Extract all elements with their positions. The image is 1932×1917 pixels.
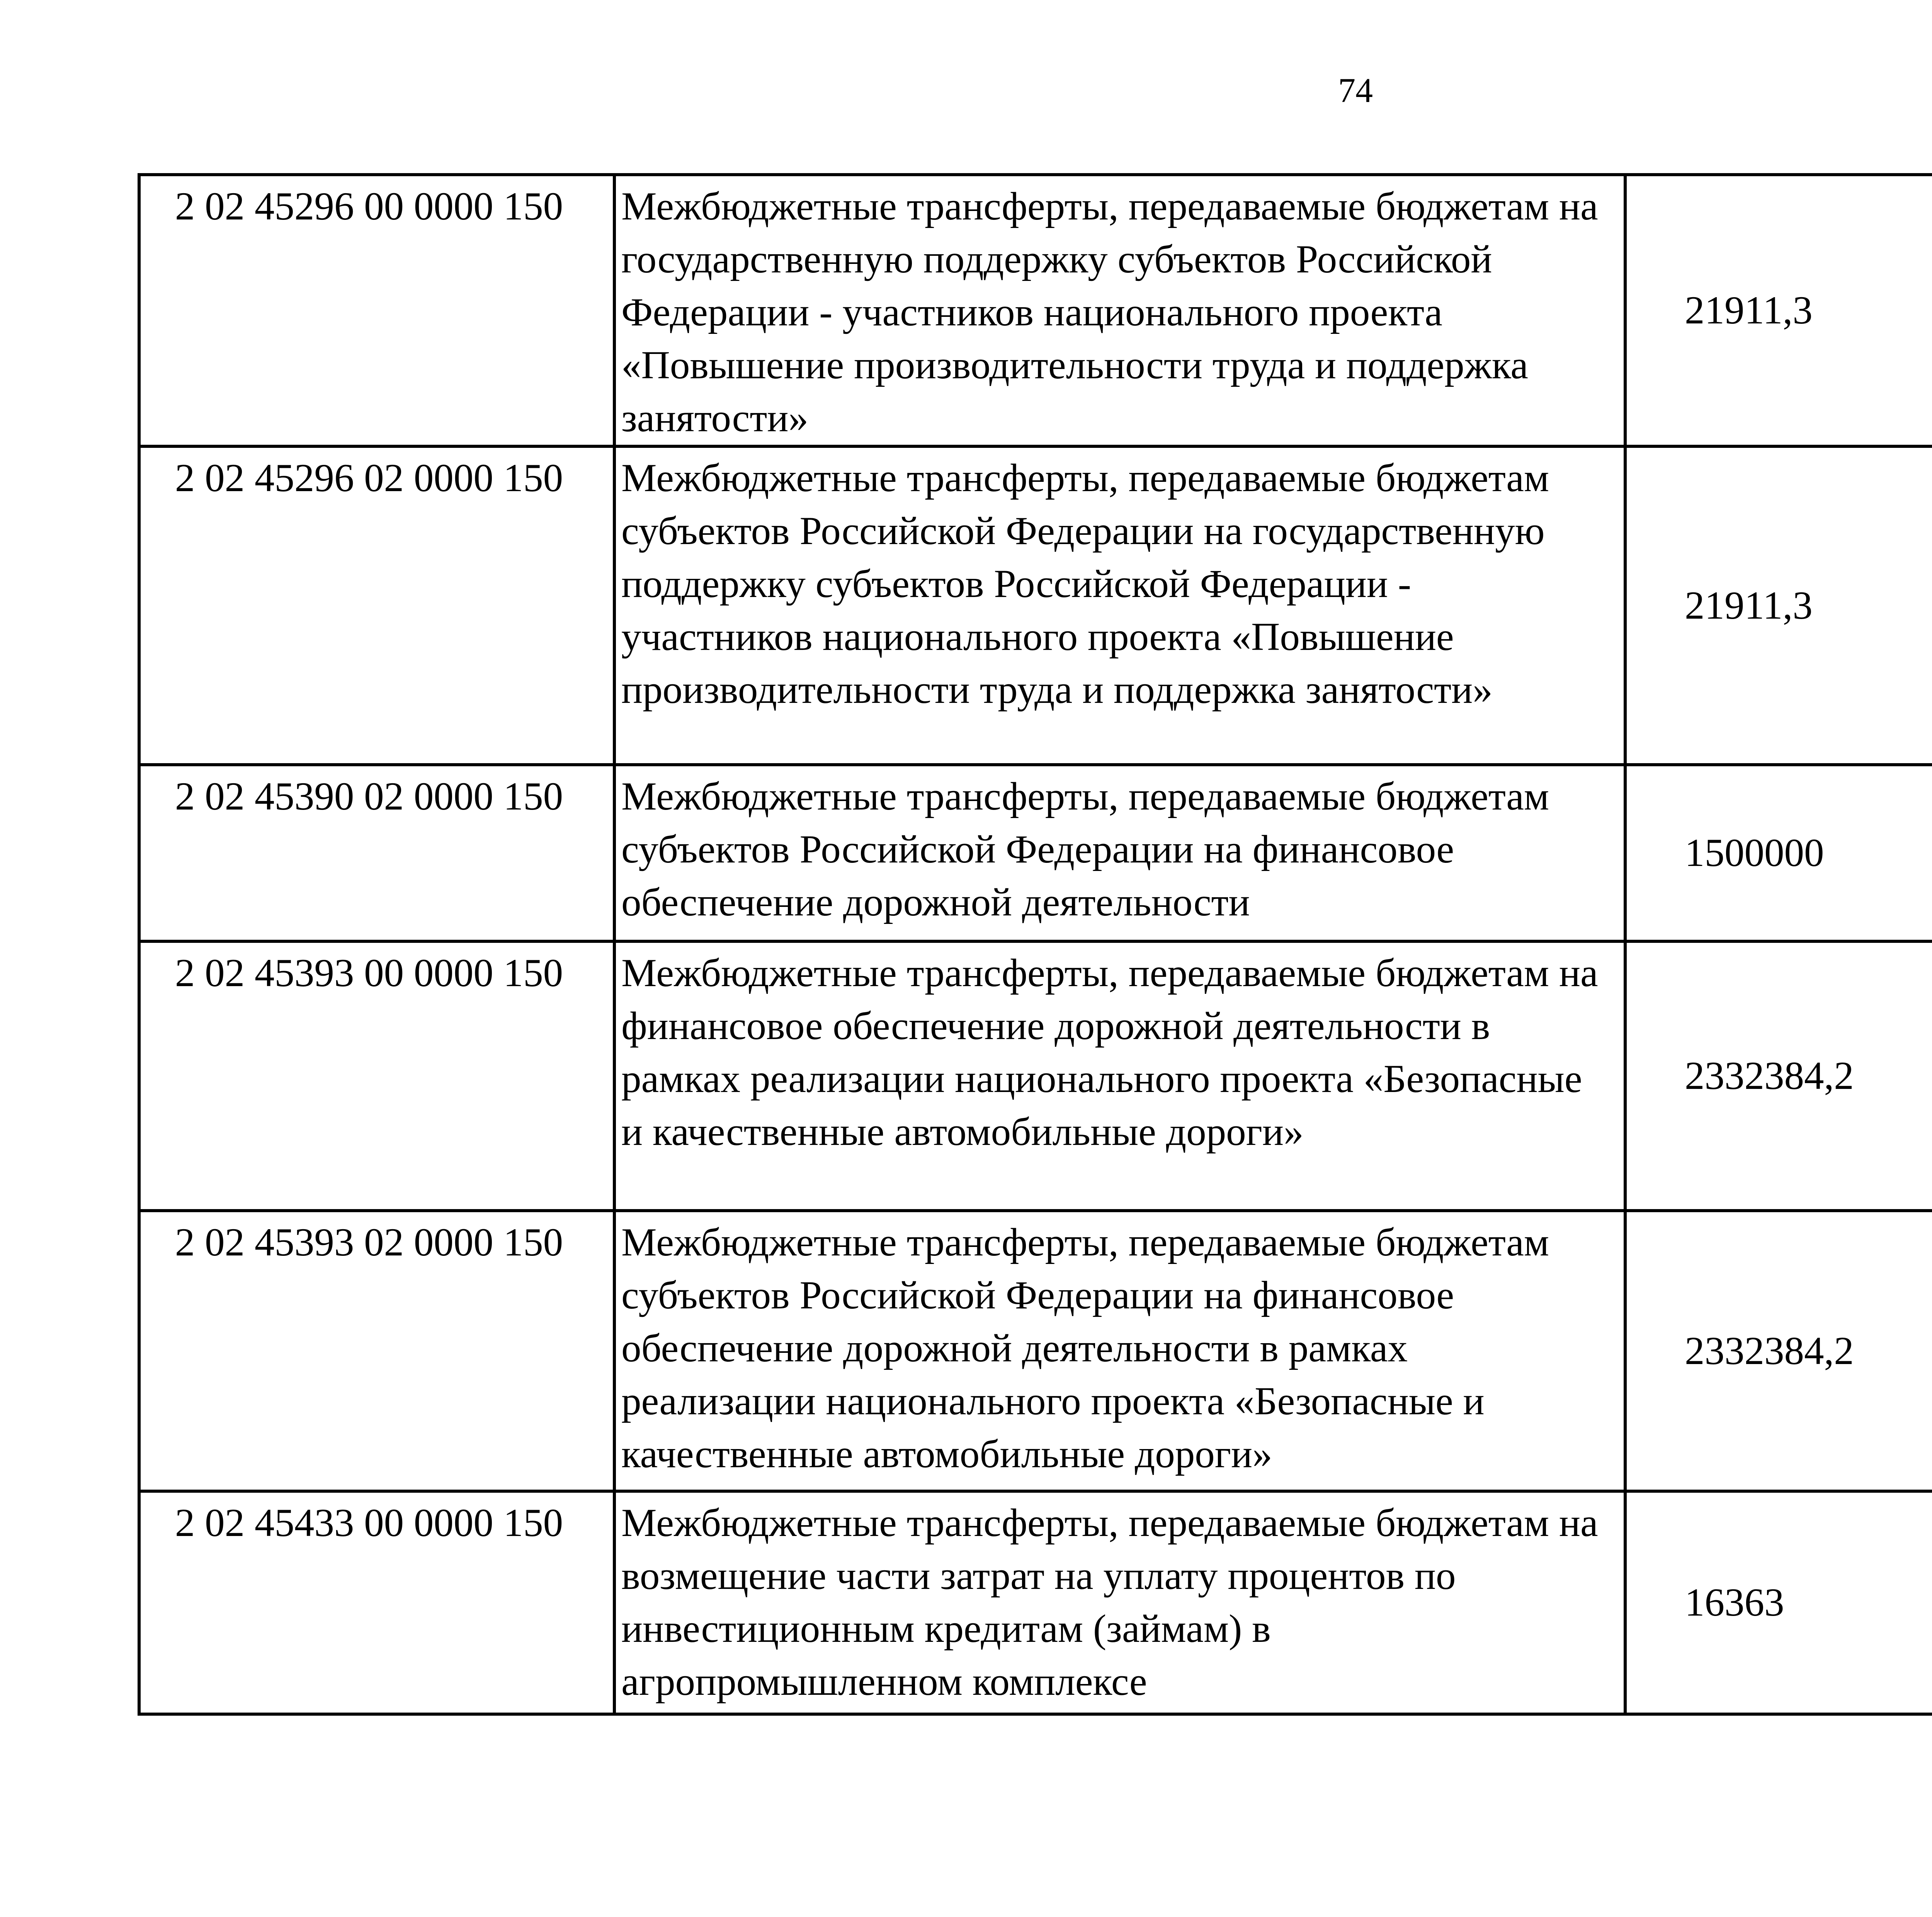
code-cell: 2 02 45390 02 0000 150 (139, 765, 614, 941)
amount-year1-value: 16363 (1685, 1580, 1784, 1624)
description-cell: Межбюджетные трансферты, передаваемые бюджетам субъектов Российской Федерации на финансовое обеспечение дорожной деятельности (614, 765, 1625, 941)
amount-year1-value: 1500000 (1685, 831, 1824, 875)
description-cell: Межбюджетные трансферты, передаваемые бюджетам на государственную поддержку субъектов Российской Федерации - участников национального проекта «Повышение производительности труда и поддержка занятости» (614, 175, 1625, 446)
description-cell: Межбюджетные трансферты, передаваемые бюджетам на финансовое обеспечение дорожной деятельности в рамках реализации национального проекта «Безопасные и качественные автомобильные дороги» (614, 941, 1625, 1211)
table-row (139, 175, 1932, 446)
amount-year1-cell (1625, 1491, 1932, 1714)
table-row (139, 446, 1932, 765)
table-row (139, 765, 1932, 941)
table-row (139, 1491, 1932, 1714)
amount-year1-value: 21911,3 (1685, 288, 1813, 332)
amount-year1-cell (1625, 175, 1932, 446)
code-cell: 2 02 45393 00 0000 150 (139, 941, 614, 1211)
amount-year1-cell (1625, 765, 1932, 941)
amount-year1-value: 21911,3 (1685, 583, 1813, 628)
amount-year1-cell (1625, 446, 1932, 765)
code-cell: 2 02 45296 00 0000 150 (139, 175, 614, 446)
description-cell: Межбюджетные трансферты, передаваемые бюджетам на возмещение части затрат на уплату процентов по инвестиционным кредитам (займам) в агропромышленном комплексе (614, 1491, 1625, 1714)
code-cell: 2 02 45393 02 0000 150 (139, 1211, 614, 1491)
amount-year1-value: 2332384,2 (1685, 1054, 1854, 1098)
page-number: 74 (1338, 71, 1373, 110)
code-cell: 2 02 45296 02 0000 150 (139, 446, 614, 765)
budget-table (138, 173, 1932, 1716)
code-cell: 2 02 45433 00 0000 150 (139, 1491, 614, 1714)
amount-year1-cell (1625, 941, 1932, 1211)
description-cell: Межбюджетные трансферты, передаваемые бюджетам субъектов Российской Федерации на государственную поддержку субъектов Российской Федерации - участников национального проекта «Повышение производительности труда и поддержка занятости» (614, 446, 1625, 765)
table-row (139, 1211, 1932, 1491)
description-cell: Межбюджетные трансферты, передаваемые бюджетам субъектов Российской Федерации на финансовое обеспечение дорожной деятельности в рамках реализации национального проекта «Безопасные и качественные автомобильные дороги» (614, 1211, 1625, 1491)
table-row (139, 941, 1932, 1211)
amount-year1-value: 2332384,2 (1685, 1328, 1854, 1373)
amount-year1-cell (1625, 1211, 1932, 1491)
